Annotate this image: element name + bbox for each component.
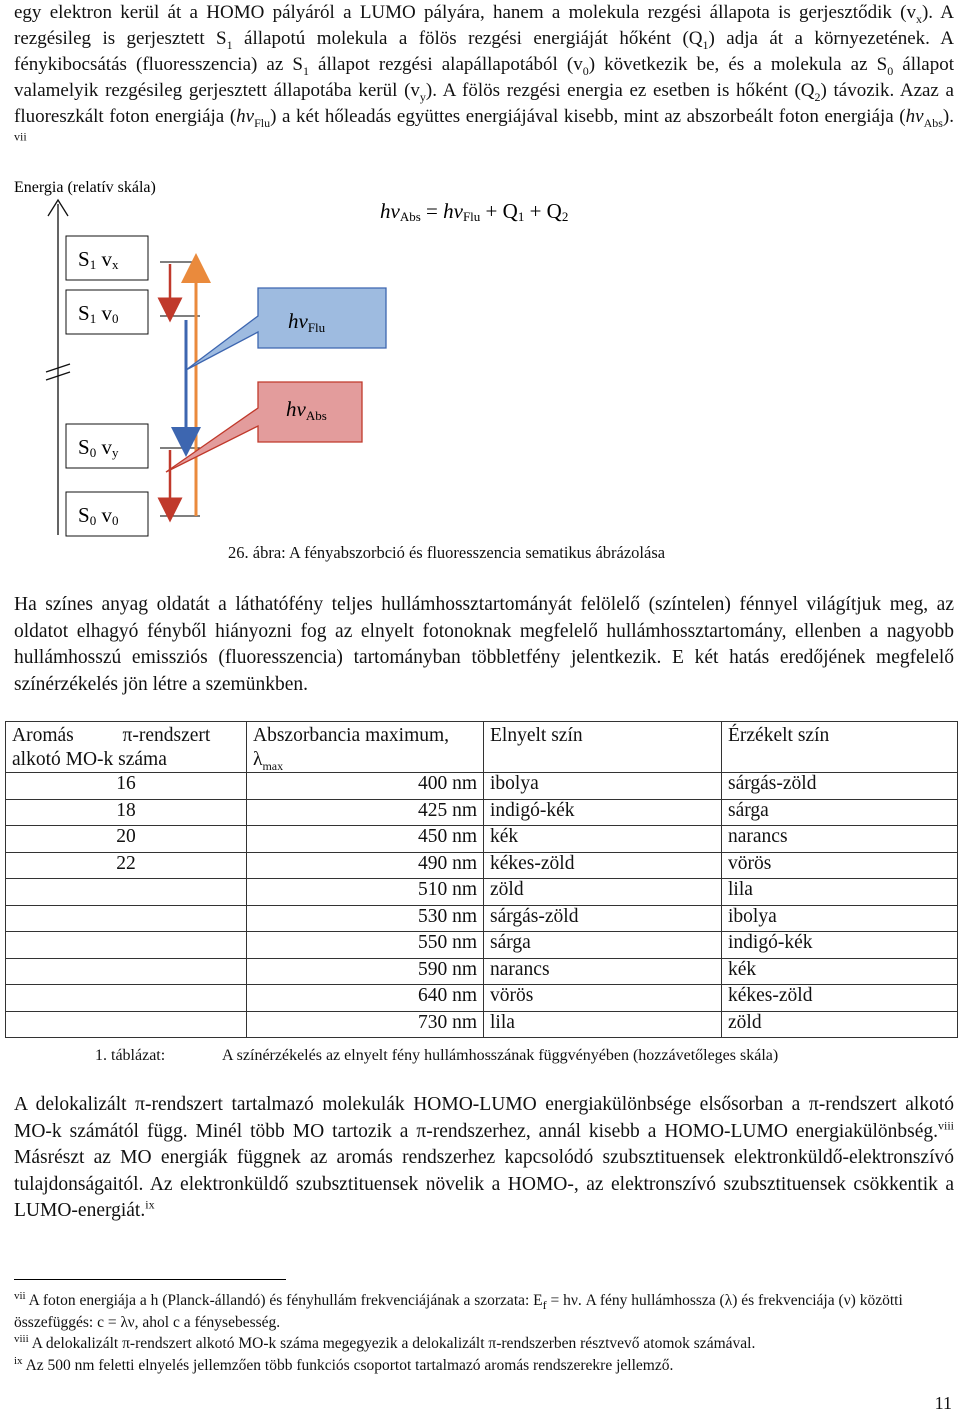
text-segment: ) következik be, és a molekula az S: [588, 54, 888, 75]
cell-wavelength: 400 nm: [247, 773, 484, 800]
svg-text:S1 v0: S1 v0: [78, 301, 119, 326]
svg-text:S0 v0: S0 v0: [78, 503, 119, 528]
text-segment: vii: [14, 129, 27, 144]
cell-absorbed-color: indigó-kék: [484, 799, 722, 826]
footnote-mark: ix: [14, 1354, 23, 1367]
text-segment: ) a két hőleadás együttes energiájával kisebb, mint az abszorbeált foton energiája (: [270, 106, 906, 127]
cell-perceived-color: lila: [722, 879, 958, 906]
text-segment: egy elektron kerül át a HOMO pályáról a LUMO pályára, hanem a molekula rezgési állapota is gerjesztődik (v: [14, 2, 916, 23]
text-segment: hν: [236, 106, 255, 127]
text-segment: ). A fölös rezgési energia ez esetben is hőként (Q: [425, 80, 815, 101]
svg-text:hνFlu: hνFlu: [288, 309, 326, 335]
cell-mo-count: [6, 932, 247, 959]
text-segment: 2: [814, 89, 821, 104]
paragraph-color-perception: Ha színes anyag oldatát a láthatófény teljes hullámhossztartományát felölelő (színtelen) fénnyel világítjuk meg, az oldatot elhagyó fényből hiányozni fog az elnyelt fotonoknak megfelelő hullámhossztartomány, ellenben a nagyobb hullámhosszú emissziós (fluoresszencia) tartományban többletfény jelentkezik. E két hatás eredőjének megfelelő színérzékelés jön létre a szemünkben.: [14, 594, 954, 695]
footnote: [14, 1290, 944, 1333]
cell-absorbed-color: kék: [484, 826, 722, 853]
cell-absorbed-color: vörös: [484, 985, 722, 1012]
footnote: [14, 1355, 944, 1377]
text-segment: ) távozik. Azaz a fluoreszkált foton energiája (: [14, 80, 954, 127]
footnote-rule: [14, 1279, 286, 1280]
header-abs-max: Abszorbancia maximum, $\lambda_{max}$: [247, 722, 484, 773]
cell-wavelength: 590 nm: [247, 958, 484, 985]
cell-absorbed-color: kékes-zöld: [484, 852, 722, 879]
text-segment: viii: [937, 1118, 954, 1132]
text-segment: 0: [582, 63, 589, 78]
text-segment: Flu: [254, 115, 271, 130]
cell-perceived-color: sárgás-zöld: [722, 773, 958, 800]
text-segment: A delokalizált π-rendszert tartalmazó molekulák HOMO-LUMO energiakülönbsége elsősorban a π-rendszert alkotó MO-k számától függ. Minél több MO tartozik a π-rendszerhez, annál kisebb a HOMO-LUMO energiakülönbség.: [14, 1094, 954, 1142]
cell-wavelength: 640 nm: [247, 985, 484, 1012]
text-segment: f: [542, 1298, 547, 1313]
cell-mo-count: 20: [6, 826, 247, 853]
cell-mo-count: [6, 958, 247, 985]
svg-text:S0 vy: S0 vy: [78, 435, 119, 460]
table-row: [6, 773, 958, 800]
text-segment: 1: [226, 37, 233, 52]
text-segment: Az 500 nm feletti elnyelés jellemzően több funkciós csoportot tartalmazó aromás rendszerekre jellemző.: [22, 1356, 674, 1374]
text-segment: 1: [302, 63, 309, 78]
text-segment: 1: [702, 37, 709, 52]
text-segment: ) adja át a környezetének. A fénykibocsátás (fluoresszencia) az S: [14, 28, 955, 75]
cell-mo-count: 18: [6, 799, 247, 826]
text-segment: y: [419, 89, 426, 104]
table-row: [6, 826, 958, 853]
text-segment: Abs: [923, 115, 943, 130]
cell-mo-count: 22: [6, 852, 247, 879]
cell-wavelength: 550 nm: [247, 932, 484, 959]
cell-absorbed-color: sárgás-zöld: [484, 905, 722, 932]
cell-absorbed-color: ibolya: [484, 773, 722, 800]
cell-mo-count: [6, 985, 247, 1012]
level-s0-v0: [66, 492, 148, 536]
text-segment: állapot valamelyik rezgésileg gerjesztett állapotába kerül (v: [14, 54, 954, 101]
cell-wavelength: 450 nm: [247, 826, 484, 853]
cell-perceived-color: narancs: [722, 826, 958, 853]
table-row: [6, 932, 958, 959]
cell-mo-count: 16: [6, 773, 247, 800]
cell-perceived-color: indigó-kék: [722, 932, 958, 959]
text-segment: ix: [145, 1197, 155, 1212]
text-segment: ).: [942, 106, 954, 127]
page-number: 11: [934, 1393, 952, 1413]
figure-caption: 26. ábra: A fényabszorbció és fluoresszencia sematikus ábrázolása: [228, 543, 666, 562]
cell-absorbed-color: zöld: [484, 879, 722, 906]
cell-wavelength: 730 nm: [247, 1011, 484, 1038]
fluorescence-callout: [186, 288, 386, 370]
cell-absorbed-color: narancs: [484, 958, 722, 985]
table-caption: 1. táblázat: A színérzékelés az elnyelt fény hullámhosszának függvényében (hozzávetőleges skála): [95, 1047, 779, 1064]
text-segment: ). A rezgésileg is gerjesztett S: [14, 2, 955, 49]
text-segment: A foton energiája a h (Planck-állandó) és fényhullám frekvenciájának a szorzata: E: [25, 1292, 543, 1309]
svg-text:S1 vx: S1 vx: [78, 247, 119, 272]
color-table: [5, 721, 958, 1038]
text-segment: állapot rezgési alapállapotából (v: [308, 54, 583, 75]
cell-mo-count: [6, 879, 247, 906]
table-row: [6, 1011, 958, 1038]
footnote-mark: viii: [14, 1332, 29, 1345]
energy-equation: hνAbs = hνFlu + Q1 + Q2: [380, 199, 569, 224]
cell-perceived-color: kékes-zöld: [722, 985, 958, 1012]
cell-mo-count: [6, 905, 247, 932]
text-segment: Másrészt az MO energiák függnek az aromás rendszerhez kapcsolódó szubsztituensek elektronküldő-elektronszívó tulajdonságaitól. Az elektronküldő szubsztituensek növelik a HOMO-, az elektronszívó szubsztituensek csökkentik a LUMO-energiát.: [14, 1147, 954, 1221]
cell-wavelength: 530 nm: [247, 905, 484, 932]
text-segment: A delokalizált π-rendszert alkotó MO-k száma megegyezik a delokalizált π-rendszerben résztvevő atomok számával.: [28, 1335, 756, 1352]
table-header-row: [6, 722, 958, 773]
table-row: [6, 879, 958, 906]
table-row: [6, 799, 958, 826]
text-segment: hν: [905, 106, 924, 127]
cell-wavelength: 425 nm: [247, 799, 484, 826]
table-row: [6, 958, 958, 985]
footnote-mark: vii: [14, 1289, 26, 1302]
text-segment: 0: [887, 63, 894, 78]
footnote: [14, 1333, 944, 1355]
cell-perceived-color: zöld: [722, 1011, 958, 1038]
level-s1-v0: [66, 290, 148, 334]
paragraph-intro: [14, 0, 954, 156]
cell-wavelength: 490 nm: [247, 852, 484, 879]
cell-perceived-color: sárga: [722, 799, 958, 826]
header-perceived-color: Érzékelt szín: [722, 722, 958, 773]
svg-text:hνAbs: hνAbs: [286, 397, 327, 423]
cell-absorbed-color: sárga: [484, 932, 722, 959]
cell-perceived-color: kék: [722, 958, 958, 985]
text-segment: = hν. A fény hullámhossza (λ) és frekvenciája (ν) közötti összefüggés: c = λν, ahol c a fénysebesség.: [14, 1292, 903, 1331]
axis-label: Energia (relatív skála): [14, 179, 156, 196]
text-segment: állapotú molekula a fölös rezgési energiáját hőként (Q: [232, 28, 703, 49]
cell-absorbed-color: lila: [484, 1011, 722, 1038]
table-row: [6, 985, 958, 1012]
cell-wavelength: 510 nm: [247, 879, 484, 906]
level-s0-vy: [66, 424, 148, 468]
footnotes: [14, 1290, 944, 1376]
paragraph-homo-lumo: [14, 1092, 954, 1225]
energy-diagram: [0, 170, 960, 560]
level-s1-vx: [66, 236, 148, 280]
cell-perceived-color: vörös: [722, 852, 958, 879]
header-absorbed-color: Elnyelt szín: [484, 722, 722, 773]
text-segment: x: [915, 11, 922, 26]
table-row: [6, 852, 958, 879]
cell-perceived-color: ibolya: [722, 905, 958, 932]
header-mo-count: Aromás π-rendszert alkotó MO-k száma: [6, 722, 247, 773]
cell-mo-count: [6, 1011, 247, 1038]
table-row: [6, 905, 958, 932]
